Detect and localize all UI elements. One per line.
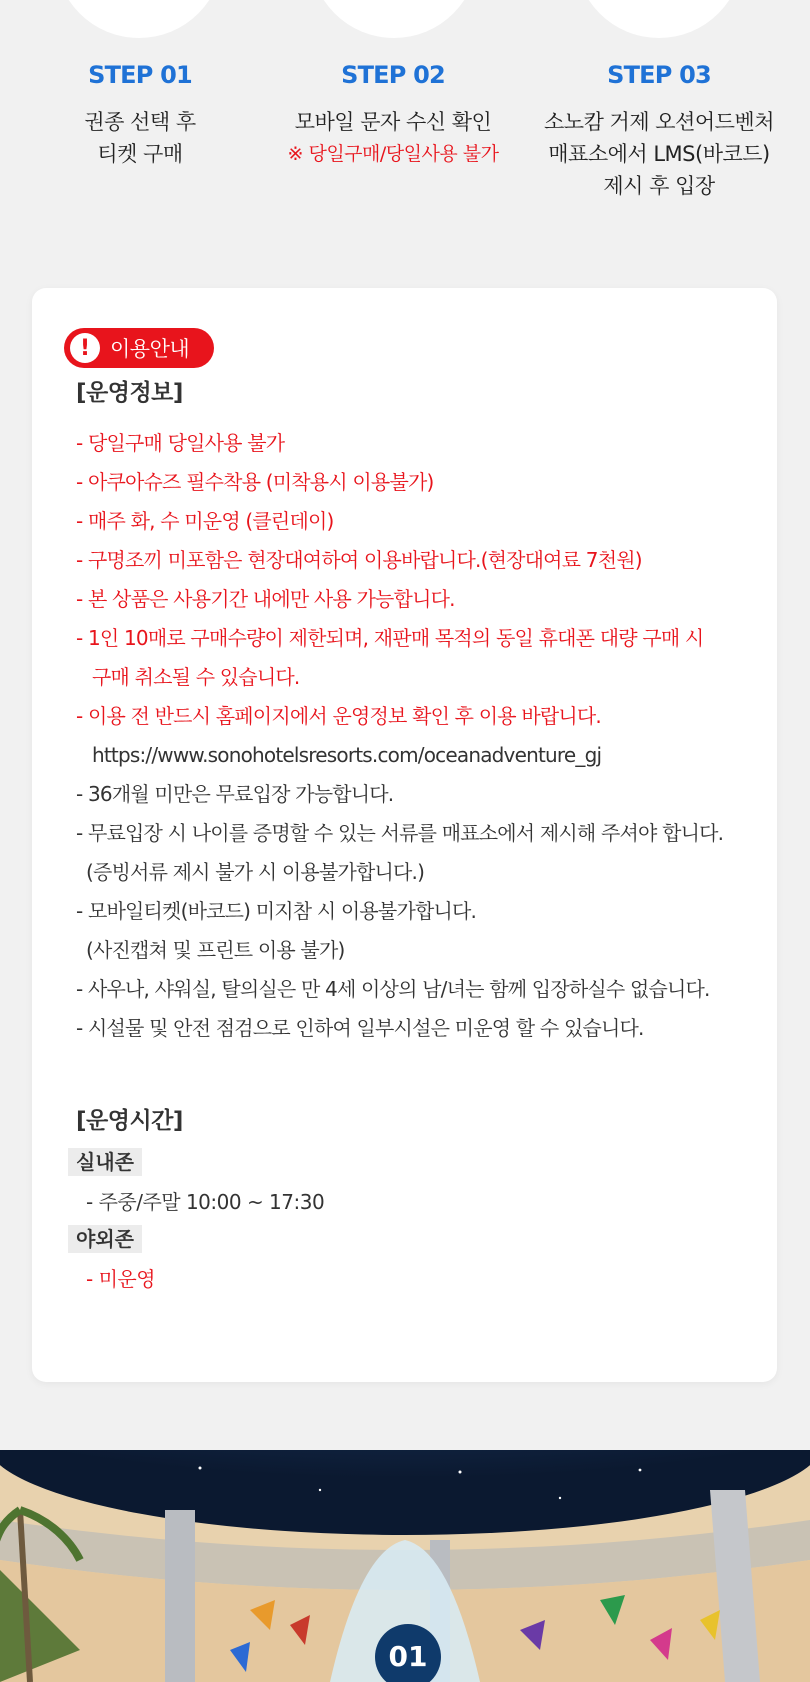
step-description xyxy=(524,106,794,202)
rule-item: - 36개월 미만은 무료입장 가능합니다. xyxy=(76,782,394,806)
steps-section xyxy=(0,0,810,260)
step-line: 티켓 구매 xyxy=(97,142,183,166)
step-title: STEP 02 xyxy=(341,61,445,89)
step-description xyxy=(5,106,275,170)
outdoor-zone-tag: 야외존 xyxy=(68,1225,142,1253)
rule-item: 구매 취소될 수 있습니다. xyxy=(92,665,300,689)
rule-item: - 이용 전 반드시 홈페이지에서 운영정보 확인 후 이용 바랍니다. xyxy=(76,704,601,728)
rule-item: - 사우나, 샤워실, 탈의실은 만 4세 이상의 남/녀는 함께 입장하실수 없습니다. xyxy=(76,977,710,1001)
step-03-circle xyxy=(575,0,743,38)
rule-item: - 매주 화, 수 미운영 (클린데이) xyxy=(76,509,334,533)
operation-hours-title: [운영시간] xyxy=(76,1108,183,1134)
step-title: STEP 01 xyxy=(88,61,192,89)
rule-item: - 모바일티켓(바코드) 미지참 시 이용불가합니다. xyxy=(76,899,477,923)
step-02 xyxy=(258,58,528,170)
usage-notice-badge xyxy=(64,328,214,368)
indoor-zone-tag: 실내존 xyxy=(68,1148,142,1176)
operation-info-title: [운영정보] xyxy=(76,380,183,406)
rule-item: - 1인 10매로 구매수량이 제한되며, 재판매 목적의 동일 휴대폰 대량 구매 시 xyxy=(76,626,704,650)
rule-item: (증빙서류 제시 불가 시 이용불가합니다.) xyxy=(86,860,425,884)
step-03 xyxy=(524,58,794,202)
photo-step-badge: 01 xyxy=(375,1624,441,1682)
outdoor-zone-hours: - 미운영 xyxy=(86,1267,156,1291)
step-01-circle xyxy=(55,0,223,38)
step-title: STEP 03 xyxy=(607,61,711,89)
homepage-link[interactable]: https://www.sonohotelsresorts.com/oceanadventure_gj xyxy=(92,743,602,767)
step-note: ※ 당일구매/당일사용 불가 xyxy=(287,143,499,165)
step-line: 권종 선택 후 xyxy=(84,110,196,134)
indoor-zone-hours: - 주중/주말 10:00 ~ 17:30 xyxy=(86,1190,325,1214)
rule-item: - 시설물 및 안전 점검으로 인하여 일부시설은 미운영 할 수 있습니다. xyxy=(76,1016,644,1040)
step-line: 제시 후 입장 xyxy=(603,174,715,198)
usage-notice-card xyxy=(32,288,777,1382)
rule-item: - 무료입장 시 나이를 증명할 수 있는 서류를 매표소에서 제시해 주셔야 합니다. xyxy=(76,821,724,845)
step-description xyxy=(258,106,528,170)
rule-item: - 본 상품은 사용기간 내에만 사용 가능합니다. xyxy=(76,587,455,611)
step-01 xyxy=(5,58,275,170)
rule-item: - 아쿠아슈즈 필수착용 (미착용시 이용불가) xyxy=(76,470,434,494)
operation-rules-list xyxy=(76,424,766,1048)
exclamation-icon: ! xyxy=(70,333,100,363)
step-02-circle xyxy=(310,0,478,38)
rule-item: - 구명조끼 미포함은 현장대여하여 이용바랍니다.(현장대여료 7천원) xyxy=(76,548,642,572)
rule-item: (사진캡쳐 및 프린트 이용 불가) xyxy=(86,938,345,962)
step-line: 매표소에서 LMS(바코드) xyxy=(548,142,770,166)
rule-item: - 당일구매 당일사용 불가 xyxy=(76,431,285,455)
step-line: 소노캄 거제 오션어드벤처 xyxy=(544,110,774,134)
usage-notice-label: 이용안내 xyxy=(110,337,190,361)
step-line: 모바일 문자 수신 확인 xyxy=(294,110,492,134)
